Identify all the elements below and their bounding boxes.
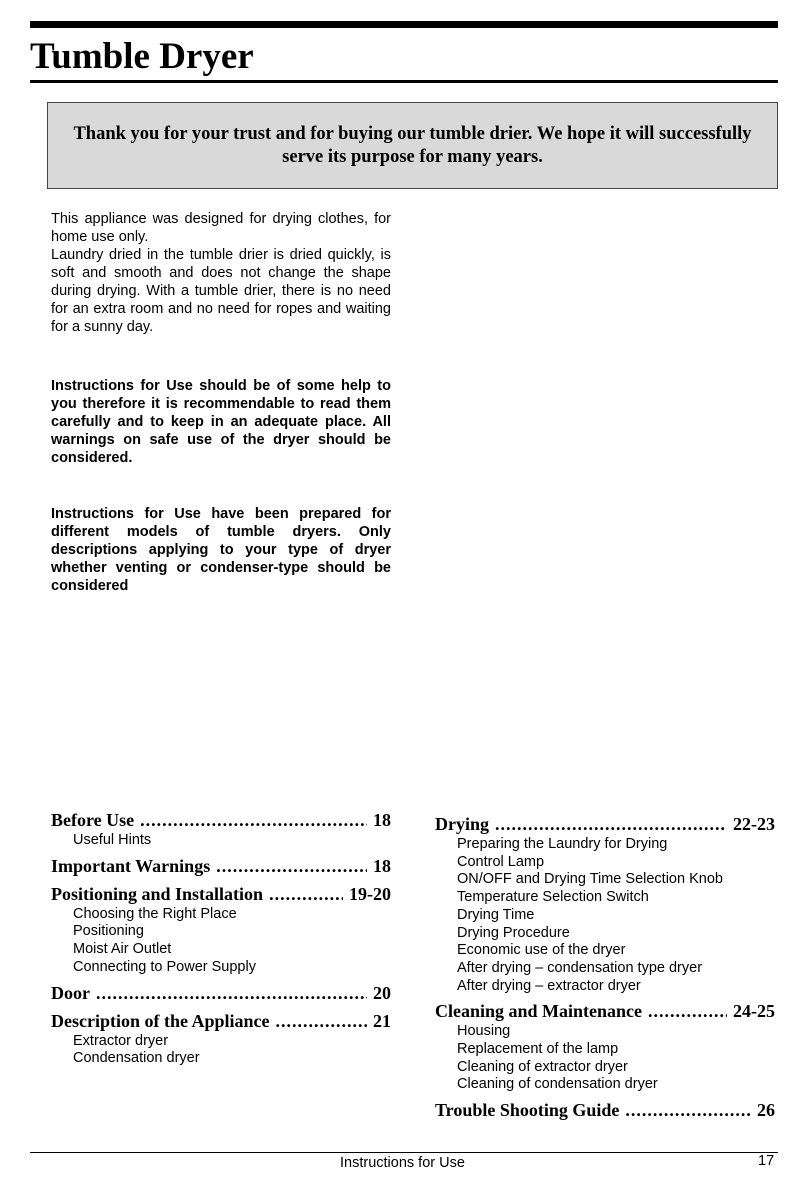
intro-paragraph-2: Laundry dried in the tumble drier is dried quickly, is soft and smooth and does not change the shape during drying. With a tumble drier, there is no need for an extra room and no need for ropes and waiting for a sunny day. bbox=[51, 247, 391, 335]
toc-heading-title: Description of the Appliance bbox=[51, 1010, 270, 1031]
toc-subitem: Economic use of the dryer bbox=[457, 942, 626, 959]
table-of-contents-right bbox=[435, 812, 775, 1122]
toc-heading-title: Important Warnings bbox=[51, 855, 211, 876]
toc-heading bbox=[51, 808, 391, 832]
toc-subitem: Connecting to Power Supply bbox=[73, 958, 256, 975]
toc-page-number: 22-23 bbox=[733, 814, 775, 834]
footer-rule bbox=[30, 1152, 778, 1153]
toc-subitem: Replacement of the lamp bbox=[457, 1041, 619, 1058]
toc-subitem: Housing bbox=[457, 1023, 511, 1040]
toc-subitem: Temperature Selection Switch bbox=[457, 889, 649, 906]
toc-entry bbox=[51, 808, 391, 850]
toc-entry bbox=[51, 981, 391, 1005]
toc-subitem: Preparing the Laundry for Drying bbox=[457, 836, 668, 852]
toc-leader-dots bbox=[495, 812, 727, 836]
toc-subitem: Positioning bbox=[73, 923, 144, 940]
toc-subitem: After drying – condensation type dryer bbox=[457, 959, 703, 976]
toc-subitem: Cleaning of condensation dryer bbox=[457, 1076, 658, 1093]
intro-paragraph-1: This appliance was designed for drying clothes, for home use only. bbox=[51, 211, 391, 245]
thank-you-text: Thank you for your trust and for buying our tumble drier. We hope it will successfully serve its purpose for many years. bbox=[73, 123, 752, 167]
toc-heading-title: Before Use bbox=[51, 810, 135, 830]
footer-label: Instructions for Use bbox=[340, 1155, 465, 1171]
toc-leader-dots bbox=[216, 854, 367, 878]
toc-entry bbox=[51, 854, 391, 878]
toc-leader-dots bbox=[276, 1009, 368, 1033]
toc-heading-title: Cleaning and Maintenance bbox=[435, 1001, 643, 1022]
toc-leader-dots bbox=[625, 1098, 751, 1122]
toc-subitem: Drying Time bbox=[457, 906, 535, 923]
toc-entry bbox=[51, 1009, 391, 1068]
toc-page-number: 26 bbox=[757, 1100, 775, 1121]
toc-heading-title: Door bbox=[51, 982, 90, 1003]
toc-subitem: Choosing the Right Place bbox=[73, 905, 237, 922]
toc-page-number: 18 bbox=[373, 810, 391, 830]
page-title: Tumble Dryer bbox=[30, 36, 254, 77]
toc-entry bbox=[435, 812, 775, 995]
toc-heading bbox=[51, 882, 391, 906]
toc-subitem: ON/OFF and Drying Time Selection Knob bbox=[457, 871, 723, 888]
title-underline bbox=[30, 80, 778, 83]
toc-heading-title: Trouble Shooting Guide bbox=[435, 1100, 620, 1121]
top-rule bbox=[30, 21, 778, 28]
toc-heading bbox=[51, 1009, 391, 1033]
toc-subitem: Condensation dryer bbox=[73, 1050, 200, 1067]
toc-subitem: Control Lamp bbox=[457, 853, 545, 870]
toc-subitem: Useful Hints bbox=[73, 832, 152, 848]
toc-subitem: Moist Air Outlet bbox=[73, 941, 172, 958]
toc-heading-title: Positioning and Installation bbox=[51, 883, 264, 904]
toc-leader-dots bbox=[140, 808, 367, 832]
toc-entry bbox=[435, 999, 775, 1094]
toc-entry bbox=[51, 882, 391, 977]
toc-entry bbox=[435, 1098, 775, 1122]
toc-subitem: Cleaning of extractor dryer bbox=[457, 1058, 628, 1075]
toc-page-number: 24-25 bbox=[733, 1001, 775, 1022]
toc-heading bbox=[435, 1098, 775, 1122]
toc-leader-dots bbox=[96, 981, 367, 1005]
instructions-paragraph: Instructions for Use should be of some help to you therefore it is recommendable to read them carefully and to keep in an adequate place. All warnings on safe use of the dryer should be considered. bbox=[51, 378, 391, 466]
toc-leader-dots bbox=[269, 882, 343, 906]
table-of-contents-left bbox=[51, 808, 391, 1068]
toc-heading bbox=[435, 812, 775, 836]
models-paragraph: Instructions for Use have been prepared for different models of tumble dryers. Only descriptions applying to your type of dryer whether venting or condenser-type should be considered bbox=[51, 506, 391, 594]
toc-page-number: 21 bbox=[373, 1010, 391, 1031]
toc-page-number: 18 bbox=[373, 855, 391, 876]
page-number: 17 bbox=[758, 1153, 775, 1169]
toc-heading bbox=[435, 999, 775, 1023]
toc-leader-dots bbox=[648, 999, 727, 1023]
toc-page-number: 19-20 bbox=[349, 883, 391, 904]
toc-heading-title: Drying bbox=[435, 814, 489, 834]
toc-page-number: 20 bbox=[373, 982, 391, 1003]
thank-you-box bbox=[47, 102, 778, 189]
toc-heading bbox=[51, 854, 391, 878]
toc-subitem: Extractor dryer bbox=[73, 1032, 169, 1049]
toc-heading bbox=[51, 981, 391, 1005]
toc-subitem: After drying – extractor dryer bbox=[457, 977, 641, 994]
toc-subitem: Drying Procedure bbox=[457, 924, 570, 941]
